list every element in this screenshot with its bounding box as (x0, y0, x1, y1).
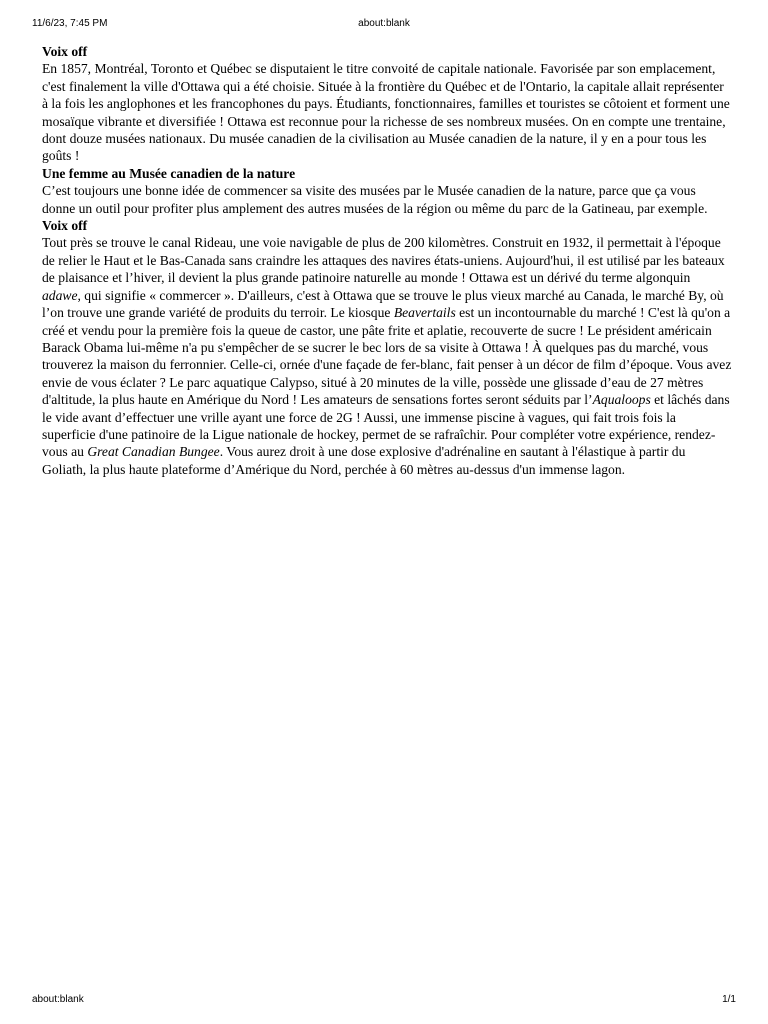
text-run: est un incontournable du marché ! C'est là qu'on a créé et vendu pour la première fois la queue de castor, une pâte frite et aplatie, recouverte de sucre ! Le président américain Barack Obama lui-même n'a pu s'empêcher de se sucrer le bec lors de sa visite à Ottawa ! À quelques pas du marché, vous trouverez la maison du ferronnier. Celle-ci, ornée d'une façade de fer-blanc, fait penser à un décor de film d’époque. Vous avez envie de vous éclater ? Le parc aquatique Calypso, situé à 20 minutes de la ville, possède une glissade d’eau de 27 mètres d'altitude, la plus haute en Amérique du Nord ! Les amateurs de sensations fortes seront séduits par l’ (42, 305, 732, 408)
section-heading: Une femme au Musée canadien de la nature (42, 165, 296, 181)
text-run: . Vous aurez droit à une dose explosive d'adrénaline en sautant à l'élastique à partir du Goliath, la plus haute plateforme d’Amérique du Nord, perchée à 60 mètres au-dessus d'un immense lagon. (42, 444, 686, 477)
print-footer (0, 994, 768, 1008)
print-datetime: 11/6/23, 7:45 PM (32, 18, 108, 29)
text-run: , qui signifie « commercer ». D'ailleurs, c'est à Ottawa que se trouve le plus vieux marché au Canada, le marché By, où l’on trouve une grande variété de produits du terroir. Le kiosque (42, 287, 724, 321)
section-paragraph: C’est toujours une bonne idée de commencer sa visite des musées par le Musée canadien de la nature, parce que ça vous donne un outil pour profiter plus amplement des autres musées de la région ou même du parc de la Gatineau, par exemple. (42, 183, 708, 216)
section-heading: Voix off (42, 218, 88, 234)
section-paragraph (42, 234, 732, 478)
section-heading: Voix off (42, 44, 88, 59)
print-url: about:blank (32, 994, 84, 1005)
italic-term: Aqualoops (592, 392, 651, 408)
text-run: Tout près se trouve le canal Rideau, une voie navigable de plus de 200 kilomètres. Construit en 1932, il permettait à l'époque de relier le Haut et le Bas-Canada sans craindre les attaques des navires états-uniens. Aujourd'hui, il est utilisé par les bateaux de plaisance et l’hiver, il devient la plus grande patinoire naturelle au monde ! Ottawa est un dérivé du terme algonquin (42, 235, 725, 286)
print-header (0, 18, 768, 32)
document-body (42, 43, 732, 478)
text-run: et lâchés dans le vide avant d’effectuer une vrille ayant une force de 2G ! Aussi, une immense piscine à vagues, qui fait trois fois la superficie d'une patinoire de la Ligue nationale de hockey, permet de se rafraîchir. Pour compléter votre expérience, rendez-vous au (42, 392, 730, 460)
section-paragraph: En 1857, Montréal, Toronto et Québec se disputaient le titre convoité de capitale nationale. Favorisée par son emplacement, c'est finalement la ville d'Ottawa qui a été choisie. Située à la frontière du Québec et de l'Ontario, la capitale allait représenter à la fois les anglophones et les francophones du pays. Étudiants, fonctionnaires, familles et touristes se côtoient et forment une mosaïque vibrante et diversifiée ! Ottawa est reconnue pour la richesse de ses nombreux musées. On en compte une trentaine, dont douze musées nationaux. Du musée canadien de la civilisation au Musée canadien de la nature, il y en a pour tous les goûts ! (42, 61, 730, 164)
page-count: 1/1 (722, 994, 736, 1005)
page-title: about:blank (358, 18, 410, 29)
italic-term: Beavertails (393, 305, 456, 321)
italic-term: Great Canadian Bungee (87, 444, 220, 460)
italic-term: adawe (42, 287, 78, 303)
